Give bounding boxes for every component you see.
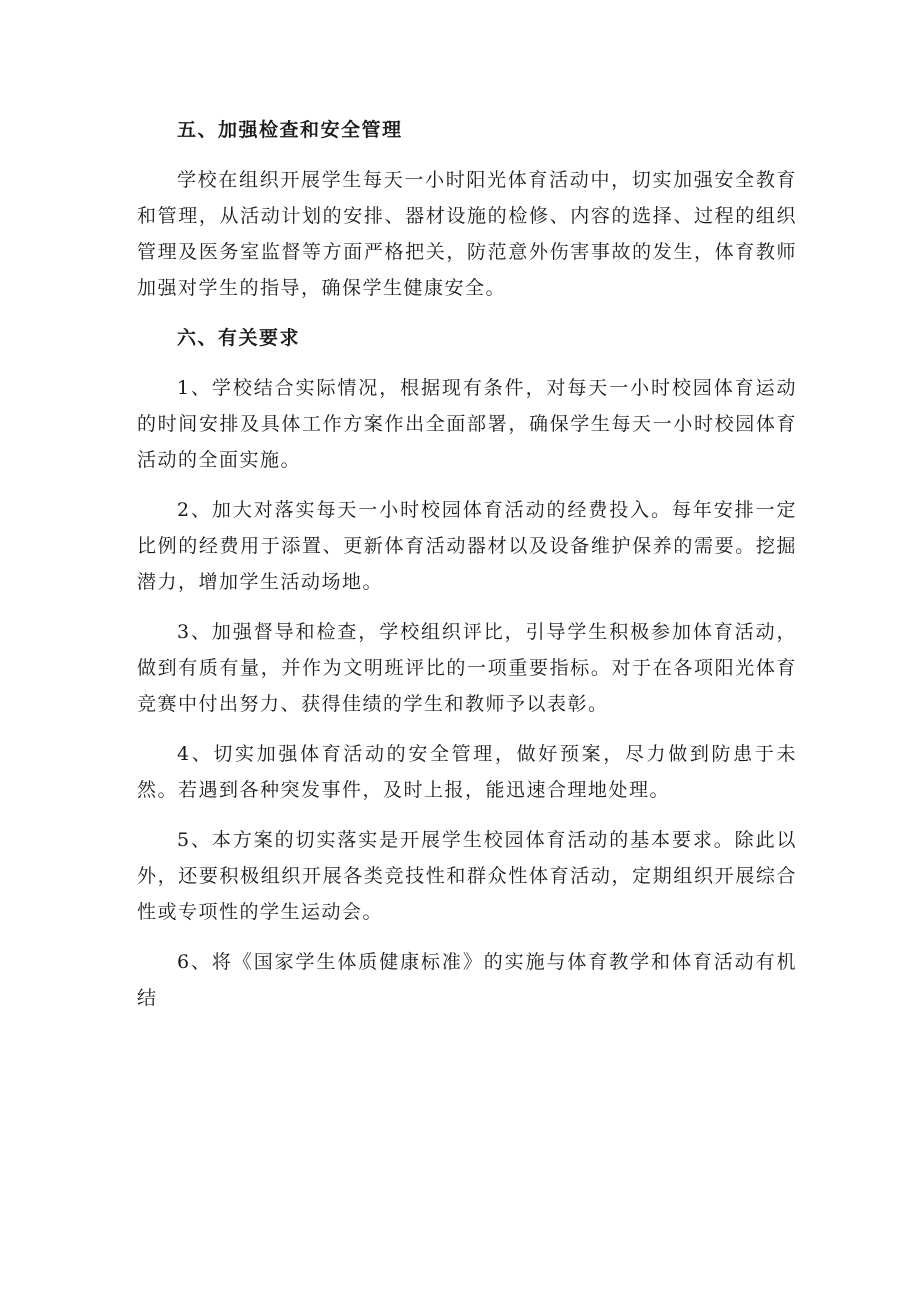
requirement-item-1: 1、学校结合实际情况，根据现有条件，对每天一小时校园体育运动的时间安排及具体工作方案作出全面部署，确保学生每天一小时校园体育活动的全面实施。	[137, 377, 797, 471]
section-heading-requirements: 六、有关要求	[177, 327, 301, 349]
paragraph-safety-management: 学校在组织开展学生每天一小时阳光体育活动中，切实加强安全教育和管理，从活动计划的安排、器材设施的检修、内容的选择、过程的组织管理及医务室监督等方面严格把关，防范意外伤害事故的发生，体育教师加强对学生的指导，确保学生健康安全。	[137, 169, 797, 299]
requirement-item-3: 3、加强督导和检查，学校组织评比，引导学生积极参加体育活动，做到有质有量，并作为文明班评比的一项重要指标。对于在各项阳光体育竞赛中付出努力、获得佳绩的学生和教师予以表彰。	[137, 621, 797, 715]
section-heading-inspection-safety: 五、加强检查和安全管理	[177, 119, 403, 141]
requirement-item-5: 5、本方案的切实落实是开展学生校园体育活动的基本要求。除此以外，还要积极组织开展各类竞技性和群众性体育活动，定期组织开展综合性或专项性的学生运动会。	[137, 829, 797, 923]
requirement-item-4: 4、切实加强体育活动的安全管理，做好预案，尽力做到防患于未然。若遇到各种突发事件，及时上报，能迅速合理地处理。	[137, 743, 797, 801]
requirement-item-6: 6、将《国家学生体质健康标准》的实施与体育教学和体育活动有机结	[137, 951, 797, 1009]
document-body	[137, 112, 797, 1030]
requirement-item-2: 2、加大对落实每天一小时校园体育活动的经费投入。每年安排一定比例的经费用于添置、更新体育活动器材以及设备维护保养的需要。挖掘潜力，增加学生活动场地。	[137, 499, 797, 593]
